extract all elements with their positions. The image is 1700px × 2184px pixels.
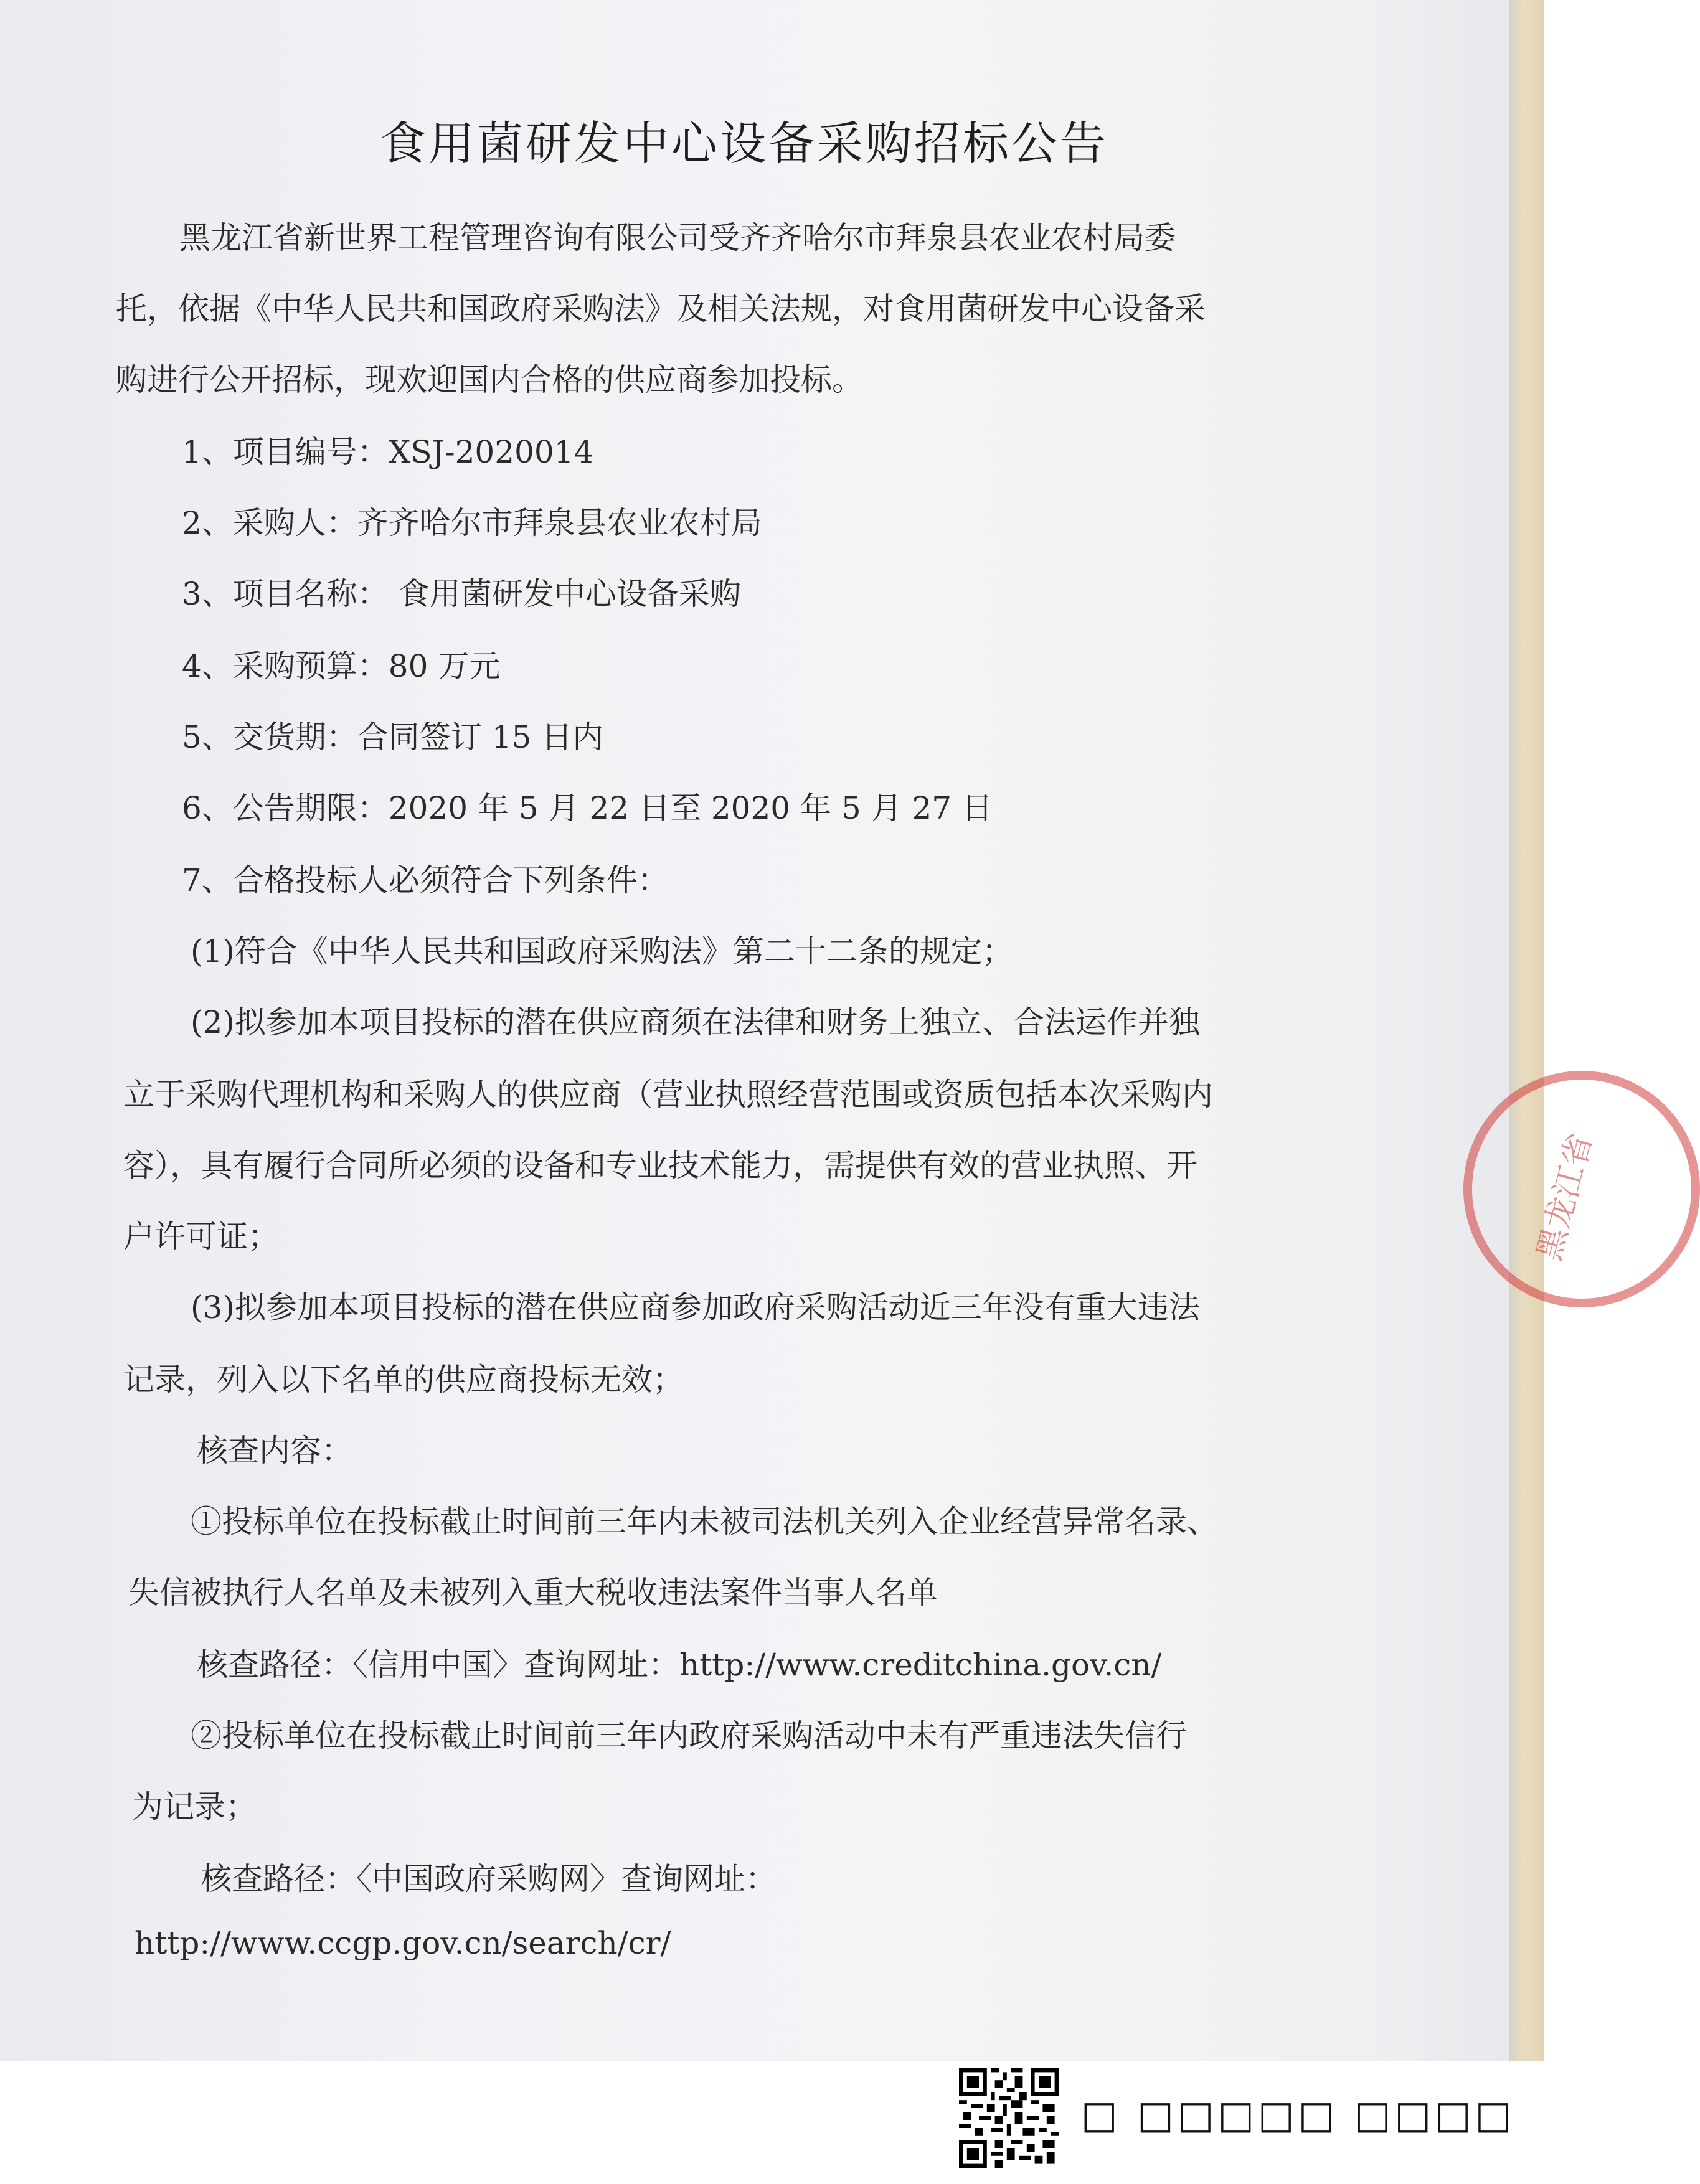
- item-project-name: 3、项目名称： 食用菌研发中心设备采购: [182, 576, 741, 612]
- condition-2-line: (2)拟参加本项目投标的潜在供应商须在法律和财务上独立、合法运作并独: [191, 1004, 1200, 1040]
- condition-2-line: 容），具有履行合同所必须的设备和专业技术能力，需提供有效的营业执照、开: [123, 1147, 1197, 1184]
- check-item-1-line: 失信被执行人名单及未被列入重大税收违法案件当事人名单: [128, 1574, 938, 1611]
- check-path-ccgp: 核查路径：〈中国政府采购网〉查询网址：: [201, 1861, 777, 1897]
- condition-3-line: 记录，列入以下名单的供应商投标无效；: [123, 1362, 684, 1398]
- paragraph-line: 托，依据《中华人民共和国政府采购法》及相关法规，对食用菌研发中心设备采: [116, 291, 1206, 327]
- document-title: 食用菌研发中心设备采购招标公告: [380, 117, 1108, 171]
- seal-text: 黑龙江省: [1530, 1129, 1600, 1265]
- paragraph-line: 购进行公开招标，现欢迎国内合格的供应商参加投标。: [116, 362, 863, 398]
- check-item-2-line: 为记录；: [132, 1789, 257, 1825]
- item-budget: 4、采购预算：80 万元: [182, 648, 501, 684]
- check-item-2-line: ②投标单位在投标截止时间前三年内政府采购活动中未有严重违法失信行: [191, 1718, 1187, 1754]
- condition-1: (1)符合《中华人民共和国政府采购法》第二十二条的规定；: [191, 933, 1013, 969]
- condition-3-line: (3)拟参加本项目投标的潜在供应商参加政府采购活动近三年没有重大违法: [191, 1289, 1200, 1325]
- qr-code-icon: [959, 2068, 1059, 2168]
- check-item-1-line: ①投标单位在投标截止时间前三年内未被司法机关列入企业经营异常名录、: [191, 1504, 1218, 1540]
- check-url-ccgp: http://www.ccgp.gov.cn/search/cr/: [135, 1925, 671, 1961]
- condition-2-line: 立于采购代理机构和采购人的供应商（营业执照经营范围或资质包括本次采购内: [123, 1076, 1213, 1113]
- check-path-creditchina: 核查路径：〈信用中国〉查询网址：http://www.creditchina.gov.cn/: [197, 1647, 1162, 1683]
- page-edge: [1509, 0, 1544, 2061]
- item-purchaser: 2、采购人：齐齐哈尔市拜泉县农业农村局: [182, 505, 762, 541]
- check-content-heading: 核查内容：: [197, 1433, 352, 1469]
- footer-text: □ □□□□□ □□□□: [1081, 2092, 1516, 2137]
- item-project-number: 1、项目编号：XSJ-2020014: [182, 434, 594, 470]
- condition-2-line: 户许可证；: [123, 1218, 279, 1254]
- item-qualifications: 7、合格投标人必须符合下列条件：: [182, 862, 669, 898]
- item-delivery: 5、交货期：合同签订 15 日内: [182, 719, 604, 755]
- red-seal-stamp: [1463, 1071, 1700, 1307]
- item-notice-period: 6、公告期限：2020 年 5 月 22 日至 2020 年 5 月 27 日: [182, 790, 993, 826]
- paragraph-line: 黑龙江省新世界工程管理咨询有限公司受齐齐哈尔市拜泉县农业农村局委: [179, 220, 1176, 256]
